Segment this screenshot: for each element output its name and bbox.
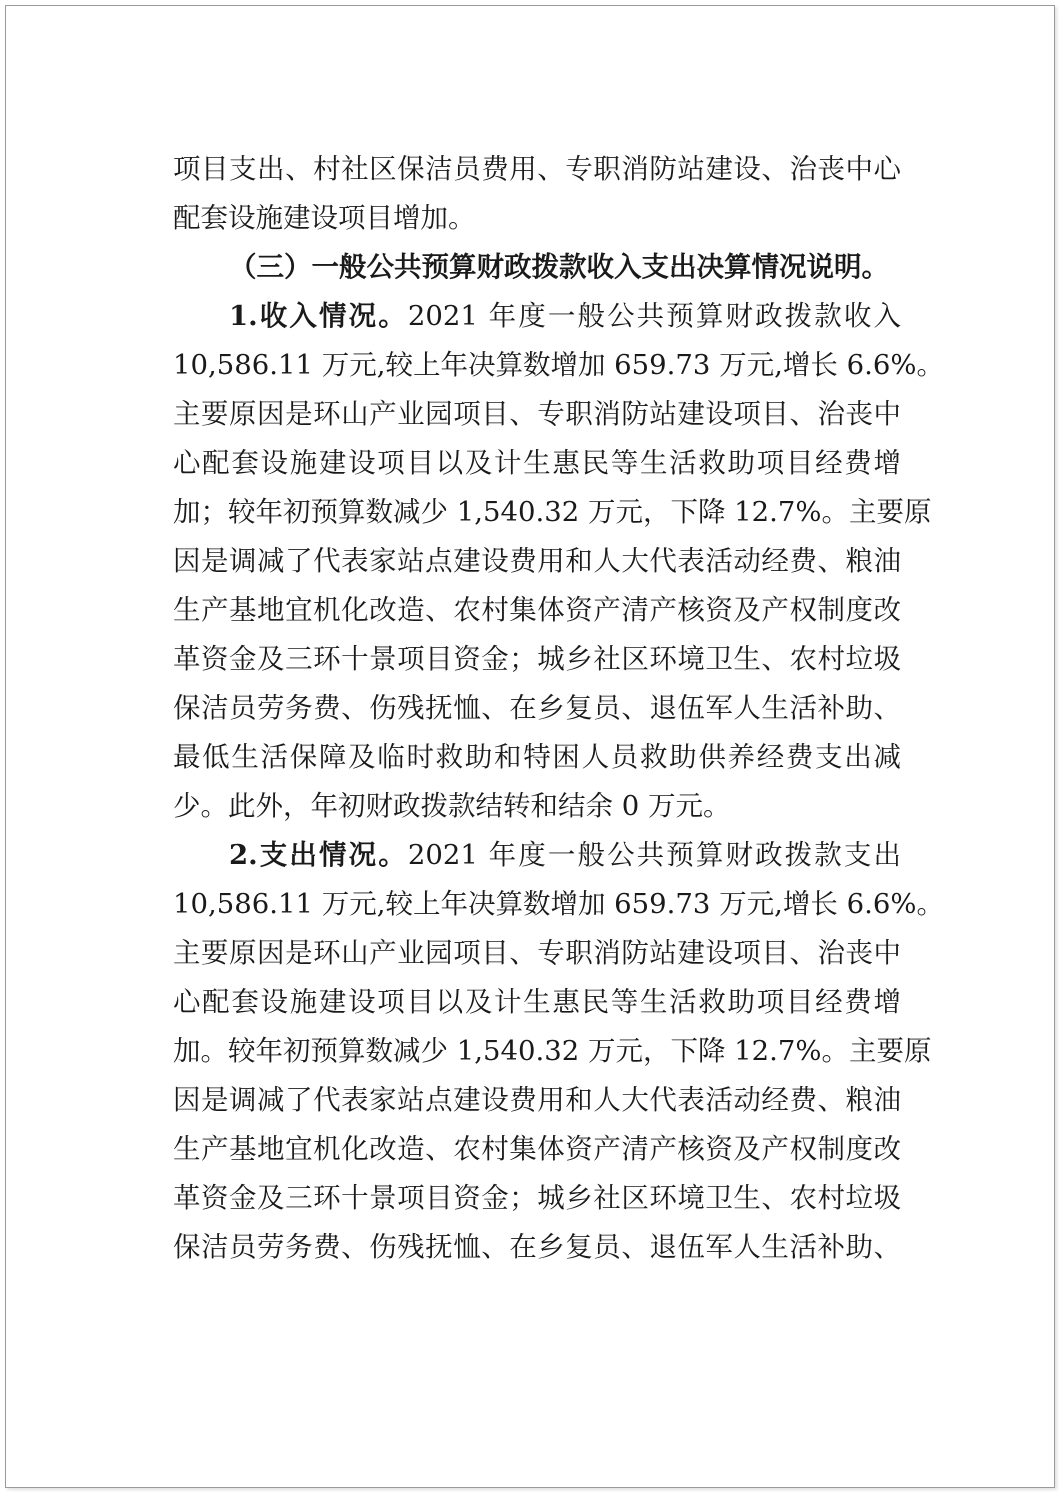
text-line: 加；较年初预算数减少 1,540.32 万元，下降 12.7%。主要原	[173, 496, 932, 528]
text-line: 配套设施建设项目增加。	[173, 202, 476, 234]
text-line: 保洁员劳务费、伤残抚恤、在乡复员、退伍军人生活补助、	[173, 1231, 901, 1263]
document-body	[173, 145, 944, 1272]
text-line: 主要原因是环山产业园项目、专职消防站建设项目、治丧中	[173, 937, 901, 969]
text-line: 10,586.11 万元,较上年决算数增加 659.73 万元,增长 6.6%。	[173, 349, 944, 381]
text-line: 10,586.11 万元,较上年决算数增加 659.73 万元,增长 6.6%。	[173, 888, 944, 920]
paragraph-first-line	[173, 831, 901, 880]
text-line: 主要原因是环山产业园项目、专职消防站建设项目、治丧中	[173, 398, 901, 430]
text-span: 2021 年度一般公共预算财政拨款支出	[407, 839, 901, 871]
paragraph-first-line	[173, 292, 901, 341]
text-line: 因是调减了代表家站点建设费用和人大代表活动经费、粮油	[173, 1084, 901, 1116]
paragraph-lead: 1.收入情况。	[229, 300, 408, 332]
paragraph-lead: 2.支出情况。	[229, 839, 408, 871]
text-line: 因是调减了代表家站点建设费用和人大代表活动经费、粮油	[173, 545, 901, 577]
text-line: 最低生活保障及临时救助和特困人员救助供养经费支出减	[173, 741, 901, 773]
text-line: 少。此外，年初财政拨款结转和结余 0 万元。	[173, 790, 731, 822]
document-page	[5, 5, 1055, 1488]
text-line: 加。较年初预算数减少 1,540.32 万元，下降 12.7%。主要原	[173, 1035, 932, 1067]
text-span: 2021 年度一般公共预算财政拨款收入	[407, 300, 901, 332]
text-line: 心配套设施建设项目以及计生惠民等生活救助项目经费增	[173, 447, 901, 479]
text-line: 项目支出、村社区保洁员费用、专职消防站建设、治丧中心	[173, 153, 901, 185]
text-line: 革资金及三环十景项目资金；城乡社区环境卫生、农村垃圾	[173, 1182, 901, 1214]
text-line: 心配套设施建设项目以及计生惠民等生活救助项目经费增	[173, 986, 901, 1018]
text-line: 生产基地宜机化改造、农村集体资产清产核资及产权制度改	[173, 1133, 901, 1165]
text-line: 革资金及三环十景项目资金；城乡社区环境卫生、农村垃圾	[173, 643, 901, 675]
text-line: 保洁员劳务费、伤残抚恤、在乡复员、退伍军人生活补助、	[173, 692, 901, 724]
text-line: 生产基地宜机化改造、农村集体资产清产核资及产权制度改	[173, 594, 901, 626]
section-heading: （三）一般公共预算财政拨款收入支出决算情况说明。	[229, 251, 889, 283]
